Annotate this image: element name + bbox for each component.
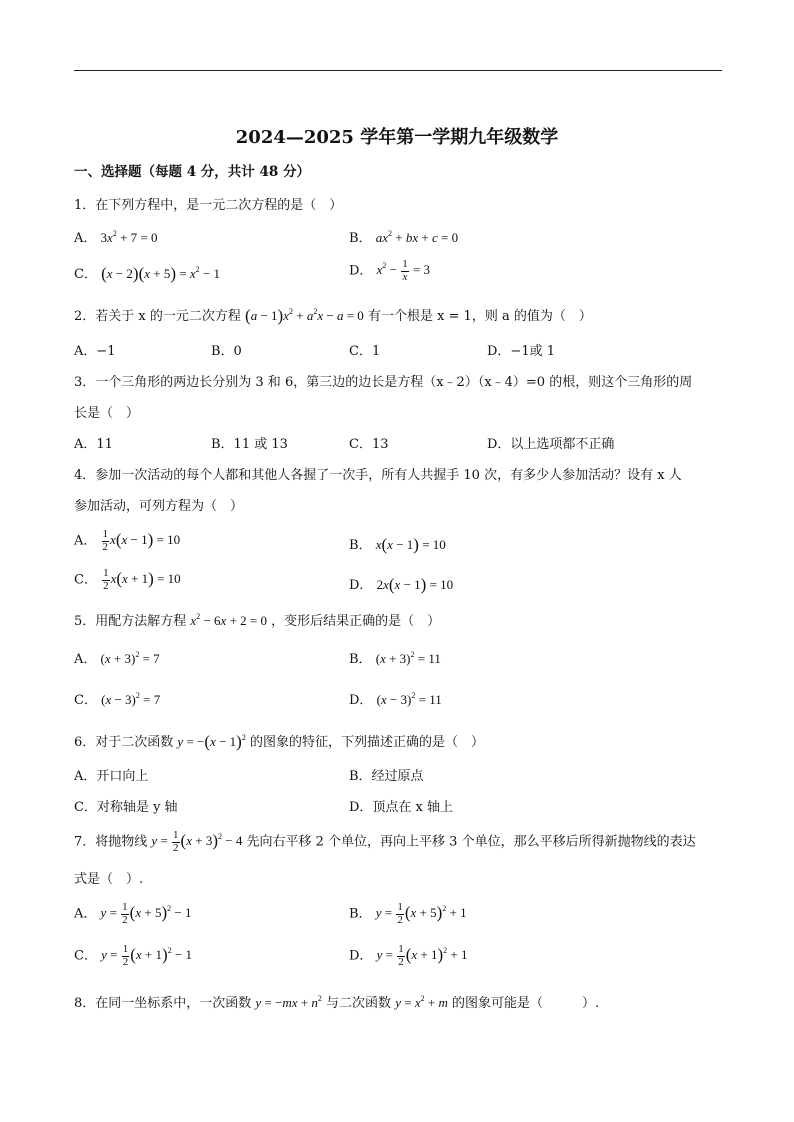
option-label: A． (74, 533, 97, 549)
q5-a-expr: $(x + 3)^2 = 7$ (100, 650, 160, 666)
q7-stem-line2: 式是（ ）. (74, 872, 144, 887)
q8-stem (74, 996, 599, 1010)
q1-b-expr: $ax^2$ + bx + c = 0 (375, 229, 459, 245)
option-label: A． (74, 906, 97, 922)
option-label: B． (349, 652, 372, 667)
q4-option-c (74, 568, 181, 592)
q4-b-expr: x(x − 1) = 10 (375, 535, 446, 554)
q4-d-expr: 2x(x − 1) = 10 (376, 575, 454, 594)
option-label: B． (349, 906, 372, 922)
q2-stem-pre: 2．若关于 x 的一元二次方程 (74, 309, 241, 324)
q6-stem-pre: 6．对于二次函数 (74, 735, 174, 750)
q4-option-b (349, 536, 446, 553)
q7-option-a (74, 902, 191, 926)
option-label: B． (349, 231, 372, 246)
section-heading: 一、选择题（每题 4 分，共计 48 分） (74, 164, 310, 180)
q5-option-d (349, 693, 442, 707)
q7-c-expr: y = $\frac{1}{2}$ $(x + 1)^2 - 1$ (101, 943, 193, 968)
q3-option-a: A．11 (74, 437, 113, 452)
q7-a-expr: y = $\frac{1}{2}$ $(x + 5)^2 - 1$ (100, 901, 192, 926)
q4-c-expr: $\frac{1}{2}$ x(x + 1) = 10 (103, 567, 181, 592)
q2-stem-post: 有一个根是 x = 1，则 a 的值为（ ） (367, 309, 592, 324)
q7-stem-post: 先向右平移 2 个单位，再向上平移 3 个单位，那么平移后所得新抛物线的表达 (246, 834, 696, 850)
q6-option-d: D．顶点在 x 轴上 (349, 800, 454, 815)
q3-option-d: D．以上选项都不正确 (487, 437, 615, 452)
q1-stem: 1．在下列方程中，是一元二次方程的是（ ） (74, 198, 343, 213)
q6-option-c: C．对称轴是 y 轴 (74, 800, 178, 815)
q5-option-a (74, 652, 160, 666)
q4-option-d (349, 576, 453, 593)
q3-option-b: B．11 或 13 (211, 437, 288, 452)
q7-option-c (74, 944, 192, 968)
q5-option-c (74, 693, 160, 707)
q7-stem-line1 (74, 830, 696, 854)
q7-stem-expr: y = $\frac{1}{2}$ $(x + 3)^2 - 4$ (151, 829, 243, 854)
q4-stem-line1: 4．参加一次活动的每个人都和其他人各握了一次手，所有人共握手 10 次，有多少人参加活动？设有 x 人 (74, 468, 682, 483)
q7-d-expr: y = $\frac{1}{2}$ $(x + 1)^2 + 1$ (376, 943, 468, 968)
q7-b-expr: y = $\frac{1}{2}$ $(x + 5)^2 + 1$ (375, 901, 467, 926)
q5-b-expr: $(x + 3)^2 = 11$ (375, 650, 441, 666)
q8-stem-mid: 与二次函数 (326, 996, 392, 1011)
option-label: D． (349, 578, 373, 593)
option-label: D． (349, 263, 373, 279)
q2-stem-expr: $(a - 1)x^2 + a^2x - a = 0$ (245, 306, 364, 325)
q8-stem-pre: 8．在同一坐标系中，一次函数 (74, 996, 252, 1011)
q5-option-b (349, 652, 441, 666)
q1-option-b (349, 231, 458, 245)
q5-d-expr: $(x - 3)^2 = 11$ (376, 691, 442, 707)
q3-stem-line2: 长是（ ） (74, 406, 140, 421)
q8-expr1: $y = -mx + n^2$ (255, 994, 322, 1010)
q6-option-b: B．经过原点 (349, 769, 424, 784)
q2-option-d: D．−1或 1 (487, 344, 555, 359)
q4-a-expr: $\frac{1}{2}$ x(x − 1) = 10 (102, 528, 181, 553)
q1-option-a (74, 231, 157, 245)
q7-option-b (349, 902, 467, 926)
q5-c-expr: $(x - 3)^2 = 7$ (101, 691, 161, 707)
q1-option-d (349, 259, 430, 283)
q5-stem-post: ，变形后结果正确的是（ ） (271, 614, 441, 629)
q8-expr2: $y = x^2 + m$ (395, 994, 448, 1010)
q3-option-c: C．13 (349, 437, 389, 452)
q6-option-a: A．开口向上 (74, 769, 149, 784)
option-label: A． (74, 652, 97, 667)
option-label: C． (74, 267, 97, 282)
q2-option-c: C．1 (349, 344, 381, 359)
q1-option-c (74, 265, 220, 282)
q4-option-a (74, 529, 180, 553)
option-label: D． (349, 948, 373, 964)
q5-stem-pre: 5．用配方法解方程 (74, 614, 187, 629)
option-label: D． (349, 693, 373, 708)
q8-stem-post: 的图象可能是（ ）. (451, 996, 600, 1011)
q6-stem-expr: $y = -(x - 1)^2$ (177, 732, 246, 751)
q2-stem (74, 307, 592, 324)
option-label: C． (74, 948, 97, 964)
option-label: A． (74, 231, 97, 246)
q6-stem (74, 733, 484, 750)
q5-stem (74, 614, 440, 628)
option-label: B． (349, 538, 372, 553)
option-label: C． (74, 572, 97, 588)
q7-option-d (349, 944, 468, 968)
q2-option-a: A．−1 (74, 344, 116, 359)
q7-stem-pre: 7．将抛物线 (74, 834, 148, 850)
option-label: C． (74, 693, 97, 708)
q1-a-expr: $3x^2 + 7 = 0$ (100, 229, 158, 245)
header-rule (74, 70, 722, 71)
q2-option-b: B．0 (211, 344, 242, 359)
q1-c-expr: $(x - 2)(x + 5) = x^2 - 1$ (101, 264, 220, 283)
q6-stem-post: 的图象的特征，下列描述正确的是（ ） (249, 735, 484, 750)
q5-stem-expr: $x^2 - 6x + 2 = 0$ (190, 612, 267, 628)
page-title: 2024—2025 学年第一学期九年级数学 (235, 127, 559, 148)
q1-d-expr: $x^2$ − $\frac{1}{x}$ = 3 (376, 258, 431, 283)
q4-stem-line2: 参加活动，可列方程为（ ） (74, 499, 244, 514)
q3-stem-line1: 3．一个三角形的两边长分别为 3 和 6，第三边的边长是方程（x﹣2）（x﹣4）=0 的根，则这个三角形的周 (74, 375, 693, 390)
